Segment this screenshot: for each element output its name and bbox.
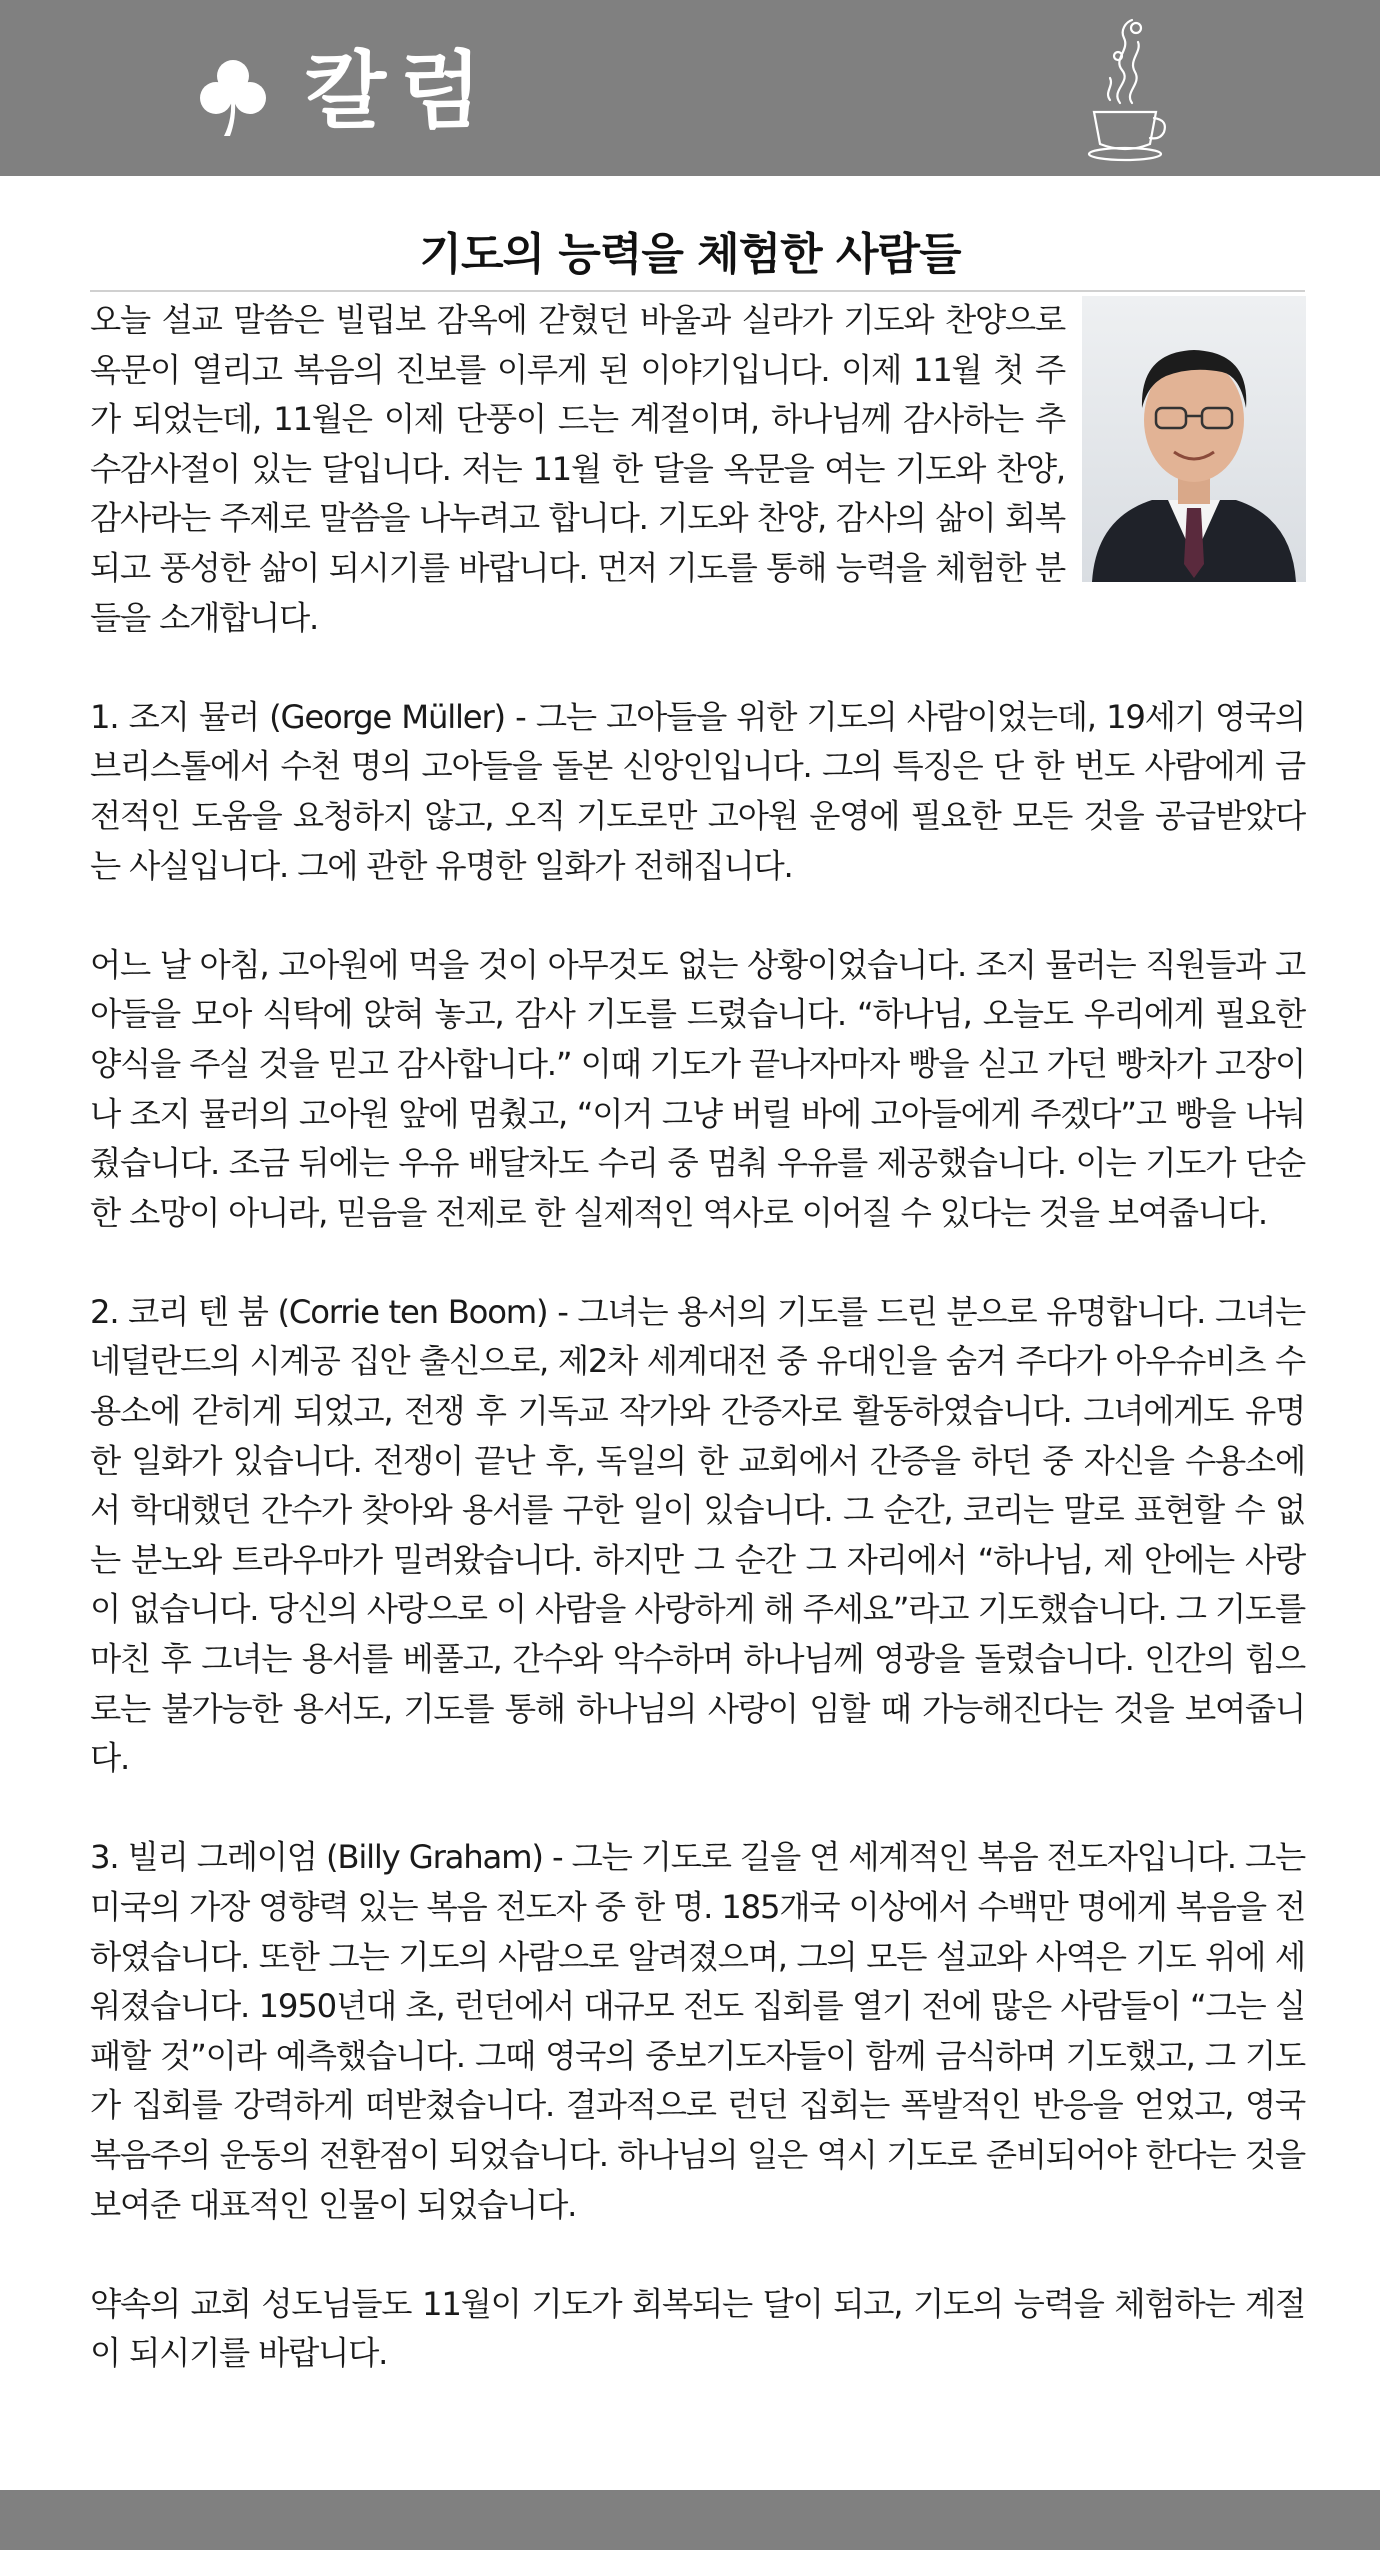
closing-paragraph: 약속의 교회 성도님들도 11월이 기도가 회복되는 달이 되고, 기도의 능력을 체험하는 계절이 되시기를 바랍니다. [90,2284,1305,2373]
footer-bar [0,2490,1380,2550]
title-divider [90,290,1305,292]
column-header [0,0,1380,176]
coffee-cup-icon [1080,8,1170,168]
clover-icon [198,58,268,138]
header-title: 칼럼 [305,42,496,140]
corrie-ten-boom-paragraph: 2. 코리 텐 붐 (Corrie ten Boom) - 그녀는 용서의 기도를 드린 분으로 유명합니다. 그녀는 네덜란드의 시계공 집안 출신으로, 제2차 세계대전 중 유대인을 숨겨 주다가 아우슈비츠 수용소에 갇히게 되었고, 전쟁 후 기독교 작가와 간증자로 활동하였습니다. 그녀에게도 유명한 일화가 있습니다. 전쟁이 끝난 후, 독일의 한 교회에서 간증을 하던 중 자신을 수용소에서 학대했던 간수가 찾아와 용서를 구한 일이 있습니다. 그 순간, 코리는 말로 표현할 수 없는 분노와 트라우마가 밀려왔습니다. 하지만 그 순간 그 자리에서 “하나님, 제 안에는 사랑이 없습니다. 당신의 사랑으로 이 사람을 사랑하게 해 주세요”라고 기도했습니다. 그 기도를 마친 후 그녀는 용서를 베풀고, 간수와 악수하며 하나님께 영광을 돌렸습니다. 인간의 힘으로는 불가능한 용서도, 기도를 통해 하나님의 사랑이 임할 때 가능해진다는 것을 보여줍니다. [90,1292,1305,1778]
intro-paragraph: 오늘 설교 말씀은 빌립보 감옥에 갇혔던 바울과 실라가 기도와 찬양으로 옥문이 열리고 복음의 진보를 이루게 된 이야기입니다. 이제 11월 첫 주가 되었는데, 11월은 이제 단풍이 드는 계절이며, 하나님께 감사하는 추수감사절이 있는 달입니다. 저는 11월 한 달을 옥문을 여는 기도와 찬양, 감사라는 주제로 말씀을 나누려고 합니다. 기도와 찬양, 감사의 삶이 회복되고 풍성한 삶이 되시기를 바랍니다. 먼저 기도를 통해 능력을 체험한 분들을 소개합니다. [90,301,1065,637]
george-muller-paragraph: 1. 조지 뮬러 (George Müller) - 그는 고아들을 위한 기도의 사람이었는데, 19세기 영국의 브리스톨에서 수천 명의 고아들을 돌본 신앙인입니다. 그의 특징은 단 한 번도 사람에게 금전적인 도움을 요청하지 않고, 오직 기도로만 고아원 운영에 필요한 모든 것을 공급받았다는 사실입니다. 그에 관한 유명한 일화가 전해집니다. [90,697,1305,885]
billy-graham-paragraph: 3. 빌리 그레이엄 (Billy Graham) - 그는 기도로 길을 연 세계적인 복음 전도자입니다. 그는 미국의 가장 영향력 있는 복음 전도자 중 한 명. 185개국 이상에서 수백만 명에게 복음을 전하였습니다. 또한 그는 기도의 사람으로 알려졌으며, 그의 모든 설교와 사역은 기도 위에 세워졌습니다. 1950년대 초, 런던에서 대규모 전도 집회를 열기 전에 많은 사람들이 “그는 실패할 것”이라 예측했습니다. 그때 영국의 중보기도자들이 함께 금식하며 기도했고, 그 기도가 집회를 강력하게 떠받쳤습니다. 결과적으로 런던 집회는 폭발적인 반응을 얻었고, 영국 복음주의 운동의 전환점이 되었습니다. 하나님의 일은 역시 기도로 준비되어야 한다는 것을 보여준 대표적인 인물이 되었습니다. [90,1838,1305,2224]
article-title: 기도의 능력을 체험한 사람들 [419,229,961,280]
george-muller-story-paragraph: 어느 날 아침, 고아원에 먹을 것이 아무것도 없는 상황이었습니다. 조지 뮬러는 직원들과 고아들을 모아 식탁에 앉혀 놓고, 감사 기도를 드렸습니다. “하나님, 오늘도 우리에게 필요한 양식을 주실 것을 믿고 감사합니다.” 이때 기도가 끝나자마자 빵을 싣고 가던 빵차가 고장이 나 조지 뮬러의 고아원 앞에 멈췄고, “이거 그냥 버릴 바에 고아들에게 주겠다”고 빵을 나눠줬습니다. 조금 뒤에는 우유 배달차도 수리 중 멈춰 우유를 제공했습니다. 이는 기도가 단순한 소망이 아니라, 믿음을 전제로 한 실제적인 역사로 이어질 수 있다는 것을 보여줍니다. [90,945,1305,1232]
article-body [90,296,1305,2429]
